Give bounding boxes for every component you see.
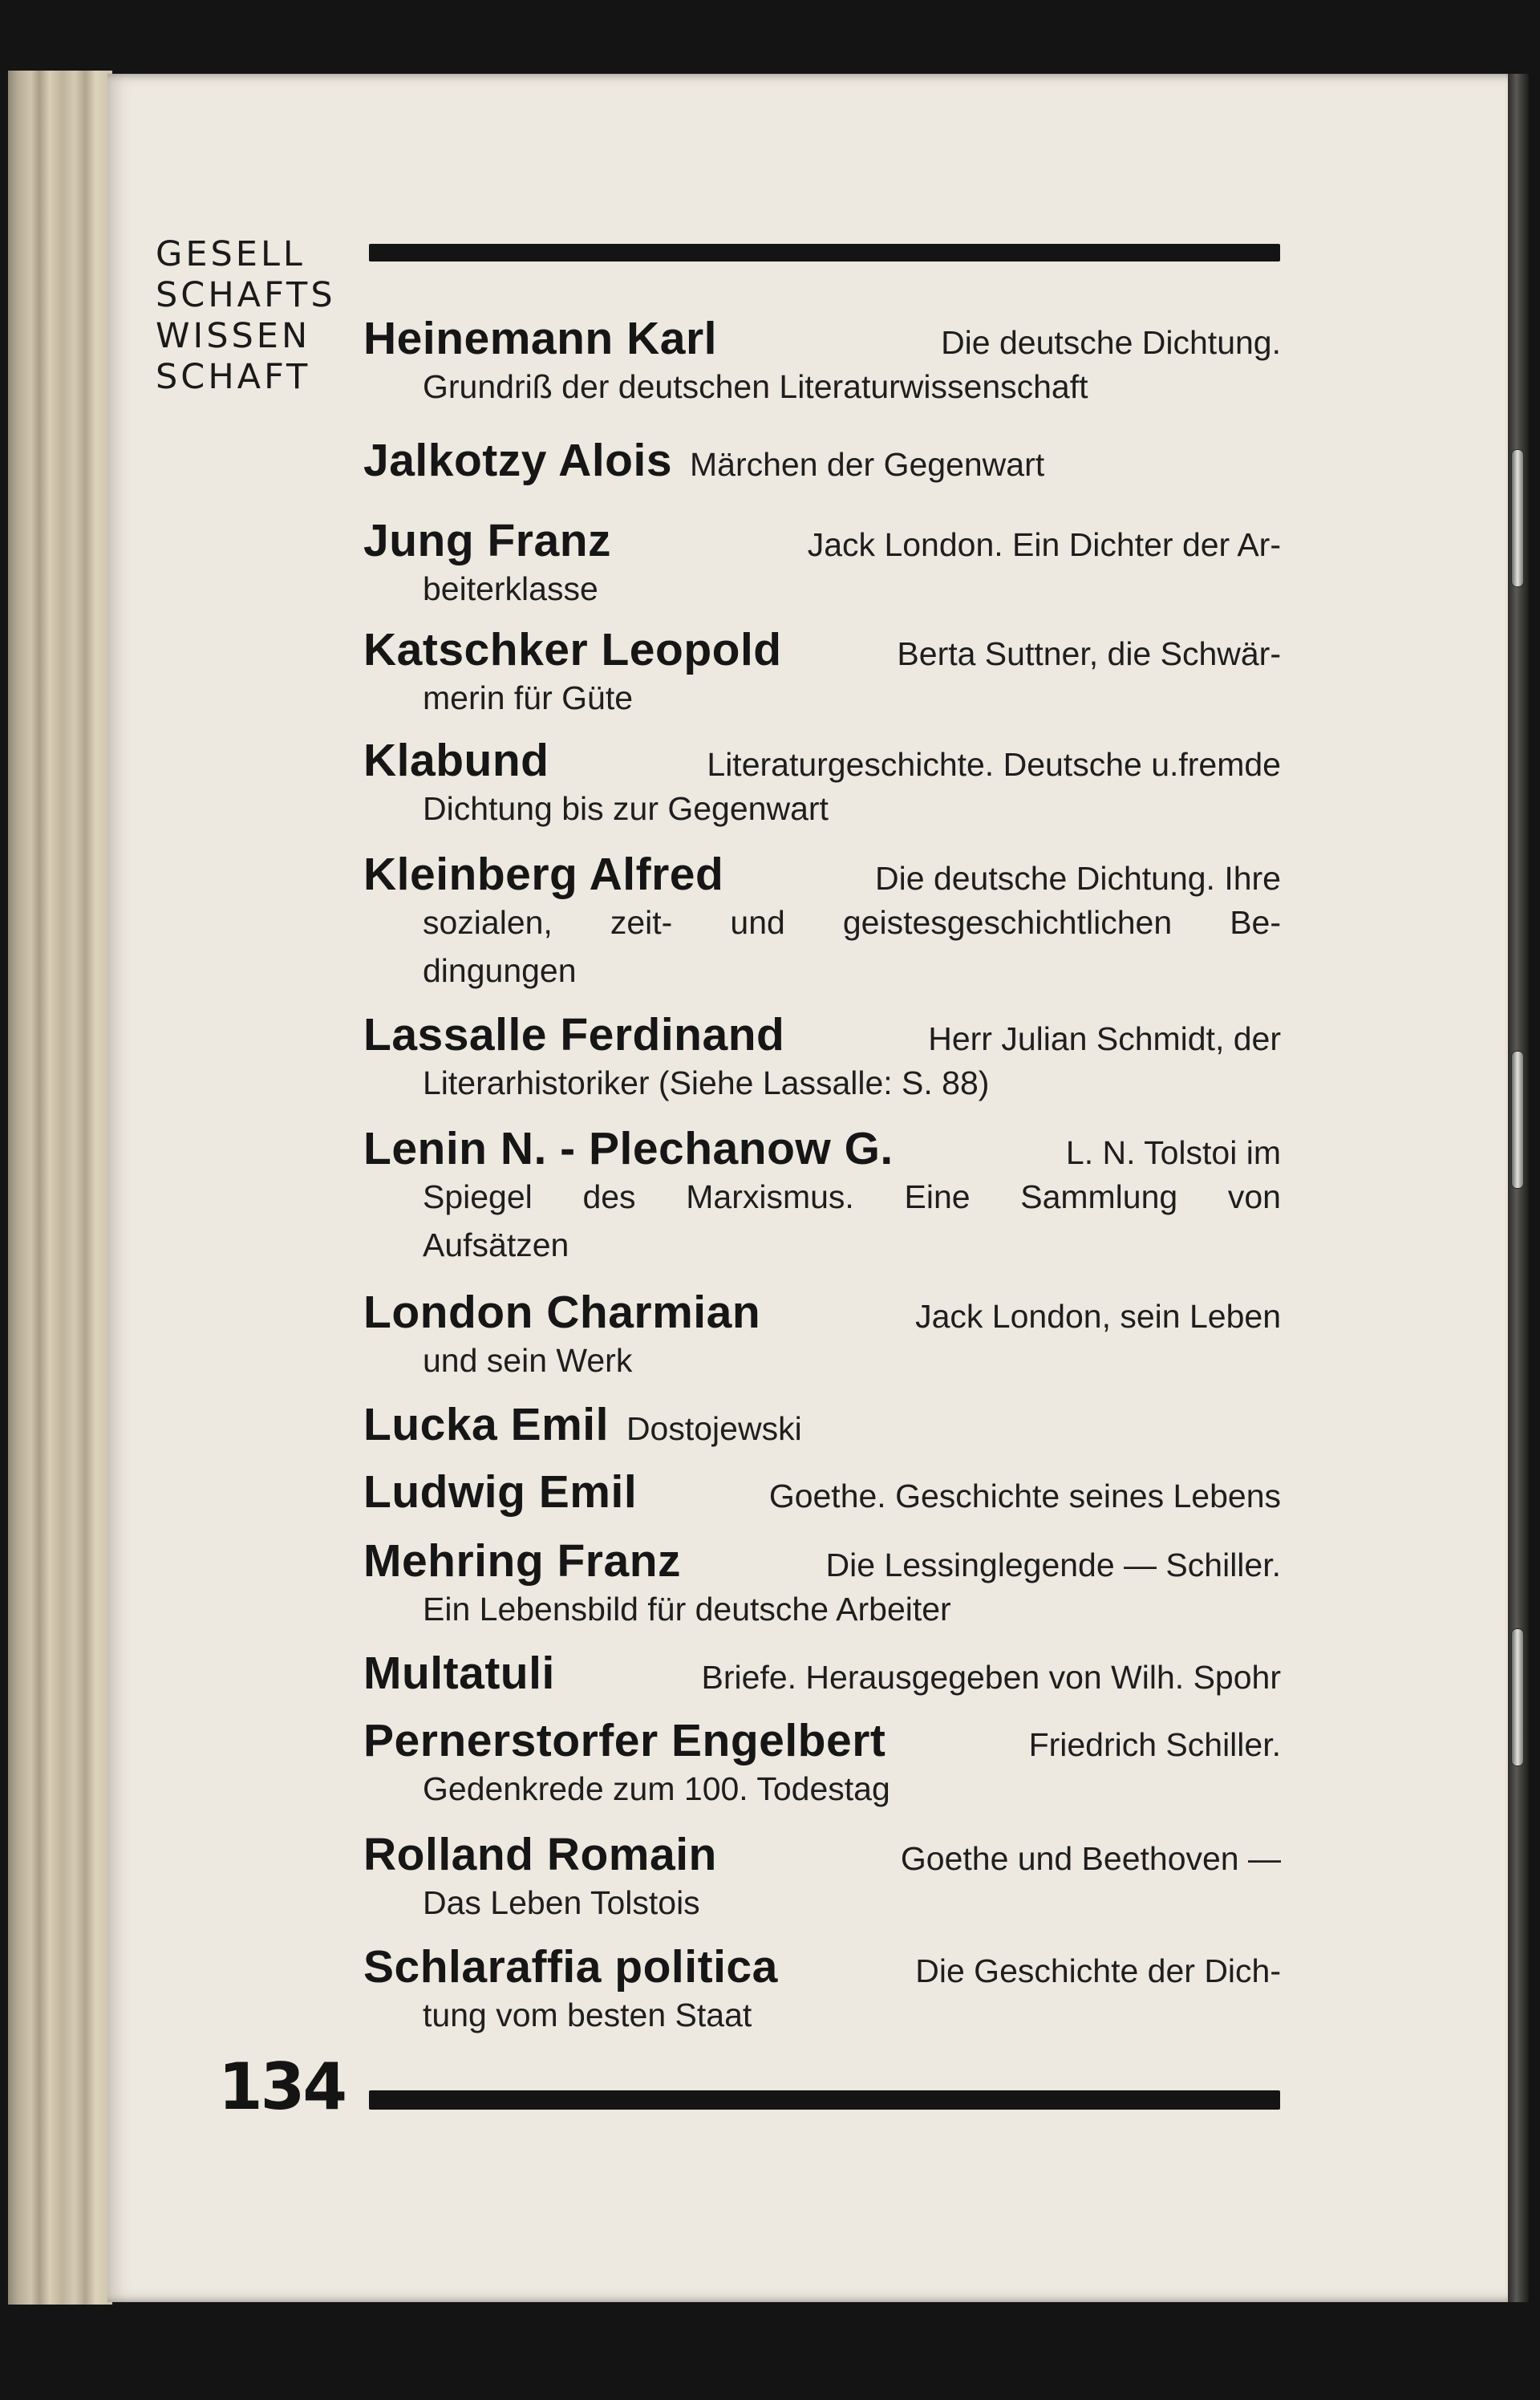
entry-title: Berta Suttner, die Schwär- (897, 635, 1281, 672)
bibliography-entry (363, 736, 1281, 833)
entry-author: Klabund (363, 735, 549, 786)
bibliography-entry (363, 1468, 1281, 1516)
section-label-line: SCHAFT (156, 357, 311, 397)
bibliography-entry (363, 1649, 1281, 1697)
entry-title: L. N. Tolstoi im (1065, 1134, 1281, 1171)
bibliography-entry (363, 1537, 1281, 1633)
entry-author: Ludwig Emil (363, 1466, 638, 1518)
entry-title: Jack London, sein Leben (915, 1298, 1281, 1335)
page-stack-edge (8, 71, 112, 2305)
bibliography-entry (363, 517, 1281, 613)
entry-author: Katschker Leopold (363, 624, 782, 675)
entry-author: Pernerstorfer Engelbert (363, 1715, 886, 1766)
entry-title: Friedrich Schiller. (1028, 1726, 1281, 1763)
bibliography-entry (363, 1125, 1281, 1269)
entry-title-cont: tung vom besten Staat (423, 1997, 752, 2033)
section-label-line: SCHAFTS (156, 275, 336, 315)
bibliography-entry (363, 1830, 1281, 1927)
entry-title-cont: Ein Lebensbild für deutsche Arbeiter (423, 1591, 951, 1628)
binding-clip (1511, 1628, 1524, 1766)
bibliography-entry (363, 1943, 1281, 2039)
entry-title-cont: Das Leben Tolstois (423, 1884, 700, 1921)
entry-title-cont: beiterklasse (423, 570, 598, 607)
entry-author: Jung Franz (363, 515, 612, 566)
entry-author: Mehring Franz (363, 1535, 682, 1587)
top-rule (369, 244, 1280, 261)
entry-title: Märchen der Gegenwart (690, 446, 1045, 483)
entry-title-cont: Gedenkrede zum 100. Todestag (423, 1770, 890, 1807)
entry-title: Dostojewski (626, 1410, 802, 1447)
entry-title: Briefe. Herausgegeben von Wilh. Spohr (701, 1659, 1281, 1696)
bibliography-entry (363, 1011, 1281, 1107)
entry-author: Schlaraffia politica (363, 1941, 778, 1993)
entry-title-cont: und sein Werk (423, 1342, 633, 1379)
bibliography-entry (363, 626, 1281, 722)
bibliography-entry (363, 1717, 1281, 1813)
entry-author: Lassalle Ferdinand (363, 1009, 785, 1060)
entry-author: Lucka Emil (363, 1399, 609, 1450)
binding-clip (1511, 1051, 1524, 1189)
section-label-line: GESELL (156, 234, 306, 274)
entry-title-cont: sozialen, zeit- und geistesgeschichtlichen Be- (423, 904, 1281, 941)
bibliography-entry (363, 1401, 1281, 1449)
entry-title: Die deutsche Dichtung. Ihre (875, 860, 1281, 897)
entry-title-cont: Spiegel des Marxismus. Eine Sammlung von (423, 1178, 1281, 1215)
entry-author: Rolland Romain (363, 1829, 717, 1880)
entry-title: Goethe. Geschichte seines Lebens (768, 1478, 1281, 1514)
entry-title: Literaturgeschichte. Deutsche u.fremde (707, 746, 1281, 783)
entry-title: Die deutsche Dichtung. (941, 324, 1281, 361)
entry-title: Jack London. Ein Dichter der Ar- (807, 526, 1281, 563)
entry-title-cont: merin für Güte (423, 679, 634, 716)
binding-clip (1511, 449, 1524, 587)
entry-title: Herr Julian Schmidt, der (928, 1020, 1281, 1057)
entry-author: Jalkotzy Alois (363, 435, 673, 486)
entry-title-cont: Literarhistoriker (Siehe Lassalle: S. 88) (423, 1064, 990, 1101)
entry-title-cont: Aufsätzen (423, 1226, 569, 1263)
section-label (156, 234, 336, 398)
entry-title: Die Geschichte der Dich- (915, 1952, 1281, 1989)
page-number: 134 (218, 2049, 345, 2124)
entry-author: London Charmian (363, 1287, 761, 1338)
bibliography-entry (363, 314, 1281, 411)
bibliography-entry (363, 850, 1281, 995)
entry-title: Die Lessinglegende — Schiller. (825, 1547, 1281, 1583)
entry-author: Kleinberg Alfred (363, 849, 724, 900)
entry-title-cont: Dichtung bis zur Gegenwart (423, 790, 829, 827)
entry-author: Heinemann Karl (363, 313, 717, 364)
entry-title-cont: Grundriß der deutschen Literaturwissenschaft (423, 368, 1088, 405)
bibliography-entry (363, 1288, 1281, 1384)
bottom-rule (369, 2090, 1280, 2110)
entry-title: Goethe und Beethoven — (900, 1840, 1281, 1877)
entry-author: Lenin N. - Plechanow G. (363, 1123, 894, 1174)
entry-author: Multatuli (363, 1648, 555, 1699)
entry-title-cont: dingungen (423, 952, 577, 989)
section-label-line: WISSEN (156, 316, 311, 356)
bibliography-entry (363, 436, 1281, 484)
